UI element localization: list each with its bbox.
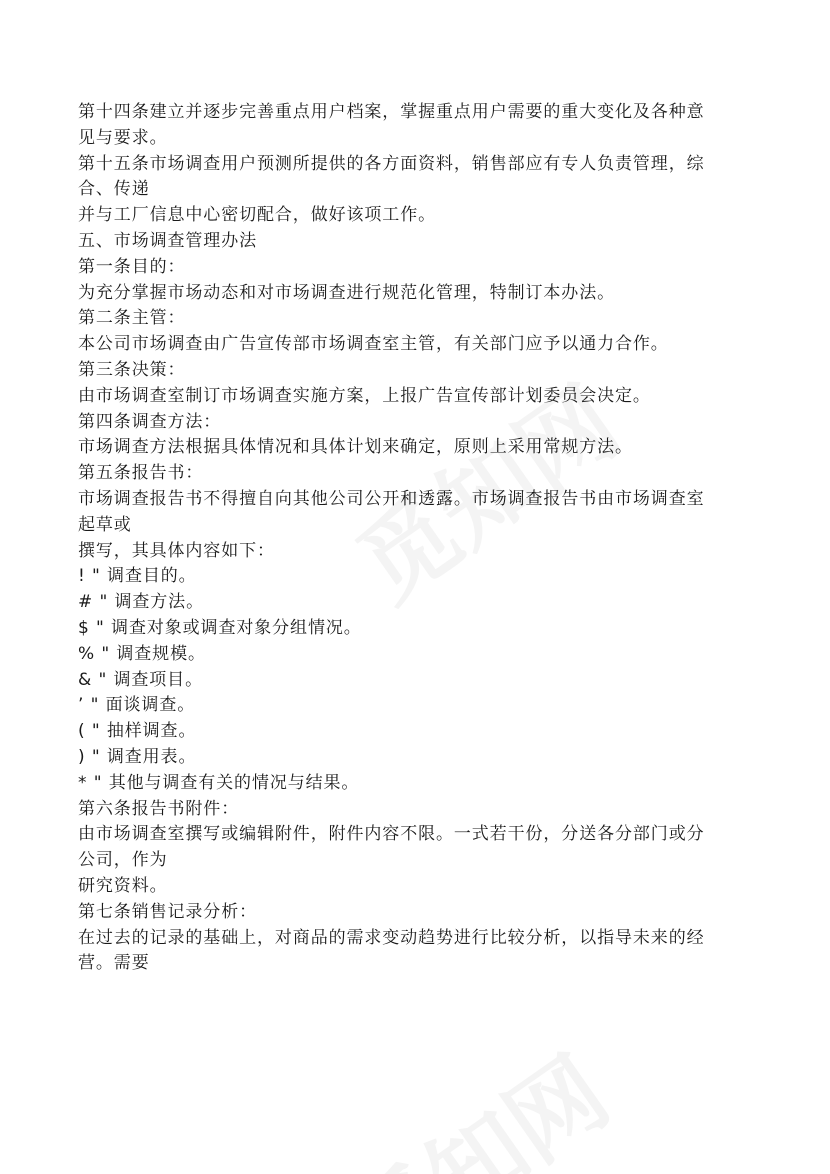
list-item: * " 其他与调查有关的情况与结果。 bbox=[78, 772, 360, 793]
text-line: 营。需要 bbox=[78, 953, 150, 974]
text-line: 本公司市场调查由广告宣传部市场调查室主管，有关部门应予以通力合作。 bbox=[78, 334, 669, 355]
text-line: 由市场调查室撰写或编辑附件，附件内容不限。一式若干份，分送各分部门或分 bbox=[78, 824, 705, 845]
text-line: 并与工厂信息中心密切配合，做好该项工作。 bbox=[78, 205, 436, 226]
text-line: 合、传递 bbox=[78, 179, 150, 200]
text-line: 在过去的记录的基础上，对商品的需求变动趋势进行比较分析，以指导未来的经 bbox=[78, 927, 705, 948]
list-item: ) " 调查用表。 bbox=[78, 746, 197, 767]
text-line: 起草或 bbox=[78, 514, 132, 535]
text-line: 第十五条市场调查用户预测所提供的各方面资料，销售部应有专人负责管理，综 bbox=[78, 153, 705, 174]
article-heading: 第五条报告书： bbox=[78, 463, 204, 484]
text-line: 撰写，其具体内容如下： bbox=[78, 540, 275, 561]
section-heading: 五、市场调查管理办法 bbox=[78, 230, 257, 251]
text-line: 第十四条建立并逐步完善重点用户档案，掌握重点用户需要的重大变化及各种意 bbox=[78, 102, 705, 122]
list-item: & " 调查项目。 bbox=[78, 669, 203, 690]
list-item: ( " 抽样调查。 bbox=[78, 721, 197, 742]
article-heading: 第二条主管： bbox=[78, 308, 186, 329]
article-heading: 第四条调查方法： bbox=[78, 411, 222, 432]
list-item: ! " 调查目的。 bbox=[78, 566, 197, 587]
watermark bbox=[317, 1020, 631, 1174]
article-heading: 第七条销售记录分析： bbox=[78, 901, 257, 922]
text-line: 见与要求。 bbox=[78, 127, 168, 148]
article-heading: 第一条目的： bbox=[78, 256, 186, 277]
article-heading: 第六条报告书附件： bbox=[78, 798, 240, 819]
document-body bbox=[78, 100, 758, 977]
article-heading: 第三条决策： bbox=[78, 359, 186, 380]
list-item: $ " 调查对象或调查对象分组情况。 bbox=[78, 617, 362, 638]
text-line: 公司，作为 bbox=[78, 850, 168, 871]
text-line: 为充分掌握市场动态和对市场调查进行规范化管理，特制订本办法。 bbox=[78, 282, 615, 303]
text-line: 由市场调查室制订市场调查实施方案，上报广告宣传部计划委员会决定。 bbox=[78, 385, 651, 406]
text-line: 市场调查方法根据具体情况和具体计划来确定，原则上采用常规方法。 bbox=[78, 437, 633, 458]
list-item: # " 调查方法。 bbox=[78, 592, 204, 613]
text-line: 市场调查报告书不得擅自向其他公司公开和透露。市场调查报告书由市场调查室 bbox=[78, 488, 705, 509]
list-item: ’ " 面谈调查。 bbox=[78, 695, 196, 716]
list-item: % " 调查规模。 bbox=[78, 643, 206, 664]
text-line: 研究资料。 bbox=[78, 875, 168, 896]
